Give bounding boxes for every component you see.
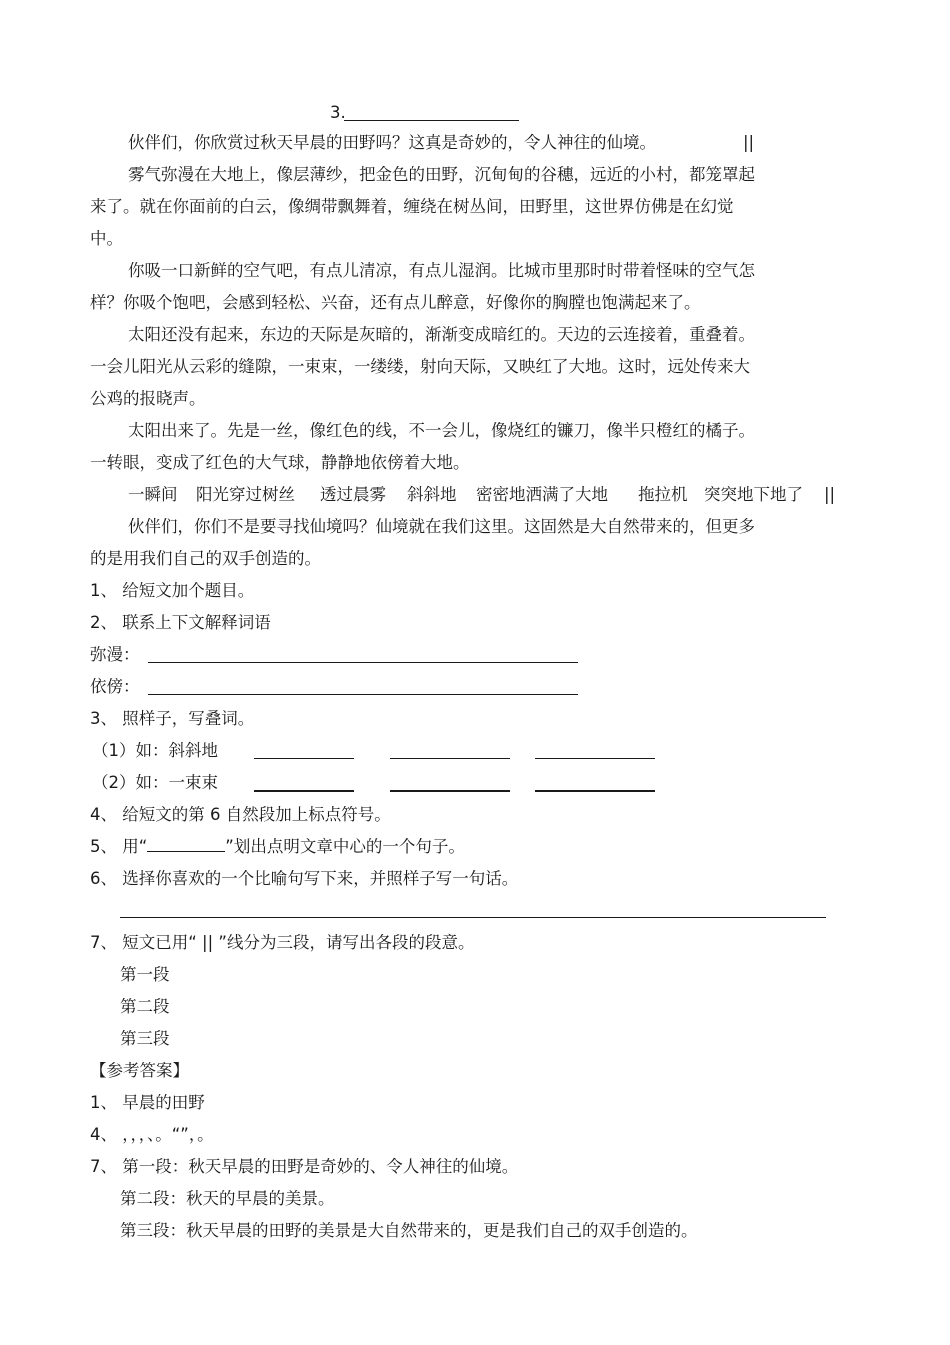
answer-blank[interactable] <box>390 758 510 759</box>
question-3: 3、 照样子，写叠词。 <box>90 709 255 728</box>
segment-label-1: 第一段 <box>120 965 170 984</box>
question-2: 2、 联系上下文解释词语 <box>90 613 271 632</box>
question-number: 3. <box>330 103 346 122</box>
segment-label-3: 第三段 <box>120 1029 170 1048</box>
paragraph-4-line: 太阳还没有起来，东边的天际是灰暗的，渐渐变成暗红的。天边的云连接着，重叠着。 <box>128 325 755 344</box>
answer-blank[interactable] <box>148 662 578 663</box>
paragraph-7-line: 伙伴们，你们不是要寻找仙境吗？仙境就在我们这里。这固然是大自然带来的，但更多 <box>128 517 755 536</box>
paragraph-3-line: 样？你吸个饱吧，会感到轻松、兴奋，还有点儿醉意，好像你的胸膛也饱满起来了。 <box>90 293 701 312</box>
paragraph-6-phrase: 密密地洒满了大地 <box>476 485 608 504</box>
section-divider-mark: || <box>743 133 755 152</box>
answer-blank[interactable] <box>148 694 578 695</box>
paragraph-6-phrase: 拖拉机 <box>638 485 688 504</box>
answer-blank[interactable] <box>254 758 354 759</box>
answer-blank[interactable] <box>254 790 354 792</box>
answer-blank[interactable] <box>535 758 655 759</box>
vocab-label-yibang: 依傍： <box>90 677 140 696</box>
question-5-suffix: ”划出点明文章中心的一个句子。 <box>225 837 465 856</box>
question-5-prefix: 5、 用“ <box>90 837 148 856</box>
question-7: 7、 短文已用“ || ”线分为三段，请写出各段的段意。 <box>90 933 475 952</box>
paragraph-6-phrase: 突突地下地了 <box>704 485 803 504</box>
answer-blank[interactable] <box>120 917 826 918</box>
paragraph-3-line: 你吸一口新鲜的空气吧，有点儿清凉，有点儿湿润。比城市里那时时带着怪味的空气怎 <box>128 261 755 280</box>
underline-sample <box>147 837 225 852</box>
answers-title: 【参考答案】 <box>90 1061 189 1080</box>
paragraph-7-line: 的是用我们自己的双手创造的。 <box>90 549 321 568</box>
answer-7: 7、 第一段：秋天早晨的田野是奇妙的、令人神往的仙境。 <box>90 1157 519 1176</box>
answer-blank[interactable] <box>390 790 510 792</box>
segment-label-2: 第二段 <box>120 997 170 1016</box>
question-3-example-2: （2）如：一束束 <box>92 773 218 792</box>
section-divider-mark: || <box>824 485 836 504</box>
question-3-example-1: （1）如：斜斜地 <box>92 741 218 760</box>
answer-7-segment-2: 第二段：秋天的早晨的美景。 <box>120 1189 335 1208</box>
question-6: 6、 选择你喜欢的一个比喻句写下来，并照样子写一句话。 <box>90 869 519 888</box>
paragraph-5-line: 一转眼，变成了红色的大气球，静静地依傍着大地。 <box>90 453 470 472</box>
paragraph-6-phrase: 阳光穿过树丝 <box>196 485 295 504</box>
paragraph-5-line: 太阳出来了。先是一丝，像红色的线，不一会儿，像烧红的镰刀，像半只橙红的橘子。 <box>128 421 755 440</box>
paragraph-4-line: 一会儿阳光从云彩的缝隙，一束束，一缕缕，射向天际，又映红了大地。这时，远处传来大 <box>90 357 750 376</box>
paragraph-2-line: 中。 <box>90 229 123 248</box>
question-4: 4、 给短文的第 6 自然段加上标点符号。 <box>90 805 391 824</box>
question-5 <box>90 836 465 858</box>
paragraph-6-phrase: 透过晨雾 <box>320 485 386 504</box>
answer-1: 1、 早晨的田野 <box>90 1093 205 1112</box>
paragraph-4-line: 公鸡的报晓声。 <box>90 389 206 408</box>
question-1: 1、 给短文加个题目。 <box>90 581 255 600</box>
vocab-label-miman: 弥漫： <box>90 645 140 664</box>
answer-blank[interactable] <box>535 790 655 792</box>
answer-4: 4、 ，，，、。“”，。 <box>90 1125 214 1144</box>
paragraph-2-line: 雾气弥漫在大地上，像层薄纱，把金色的田野，沉甸甸的谷穗，远近的小村，都笼罩起 <box>128 165 755 184</box>
answer-blank[interactable] <box>344 120 519 121</box>
answer-7-segment-3: 第三段：秋天早晨的田野的美景是大自然带来的，更是我们自己的双手创造的。 <box>120 1221 698 1240</box>
paragraph-6-phrase: 斜斜地 <box>407 485 457 504</box>
paragraph-1: 伙伴们，你欣赏过秋天早晨的田野吗？这真是奇妙的，令人神往的仙境。 <box>128 133 656 152</box>
paragraph-2-line: 来了。就在你面前的白云，像绸带飘舞着，缠绕在树丛间，田野里，这世界仿佛是在幻觉 <box>90 197 734 216</box>
paragraph-6-phrase: 一瞬间 <box>128 485 178 504</box>
